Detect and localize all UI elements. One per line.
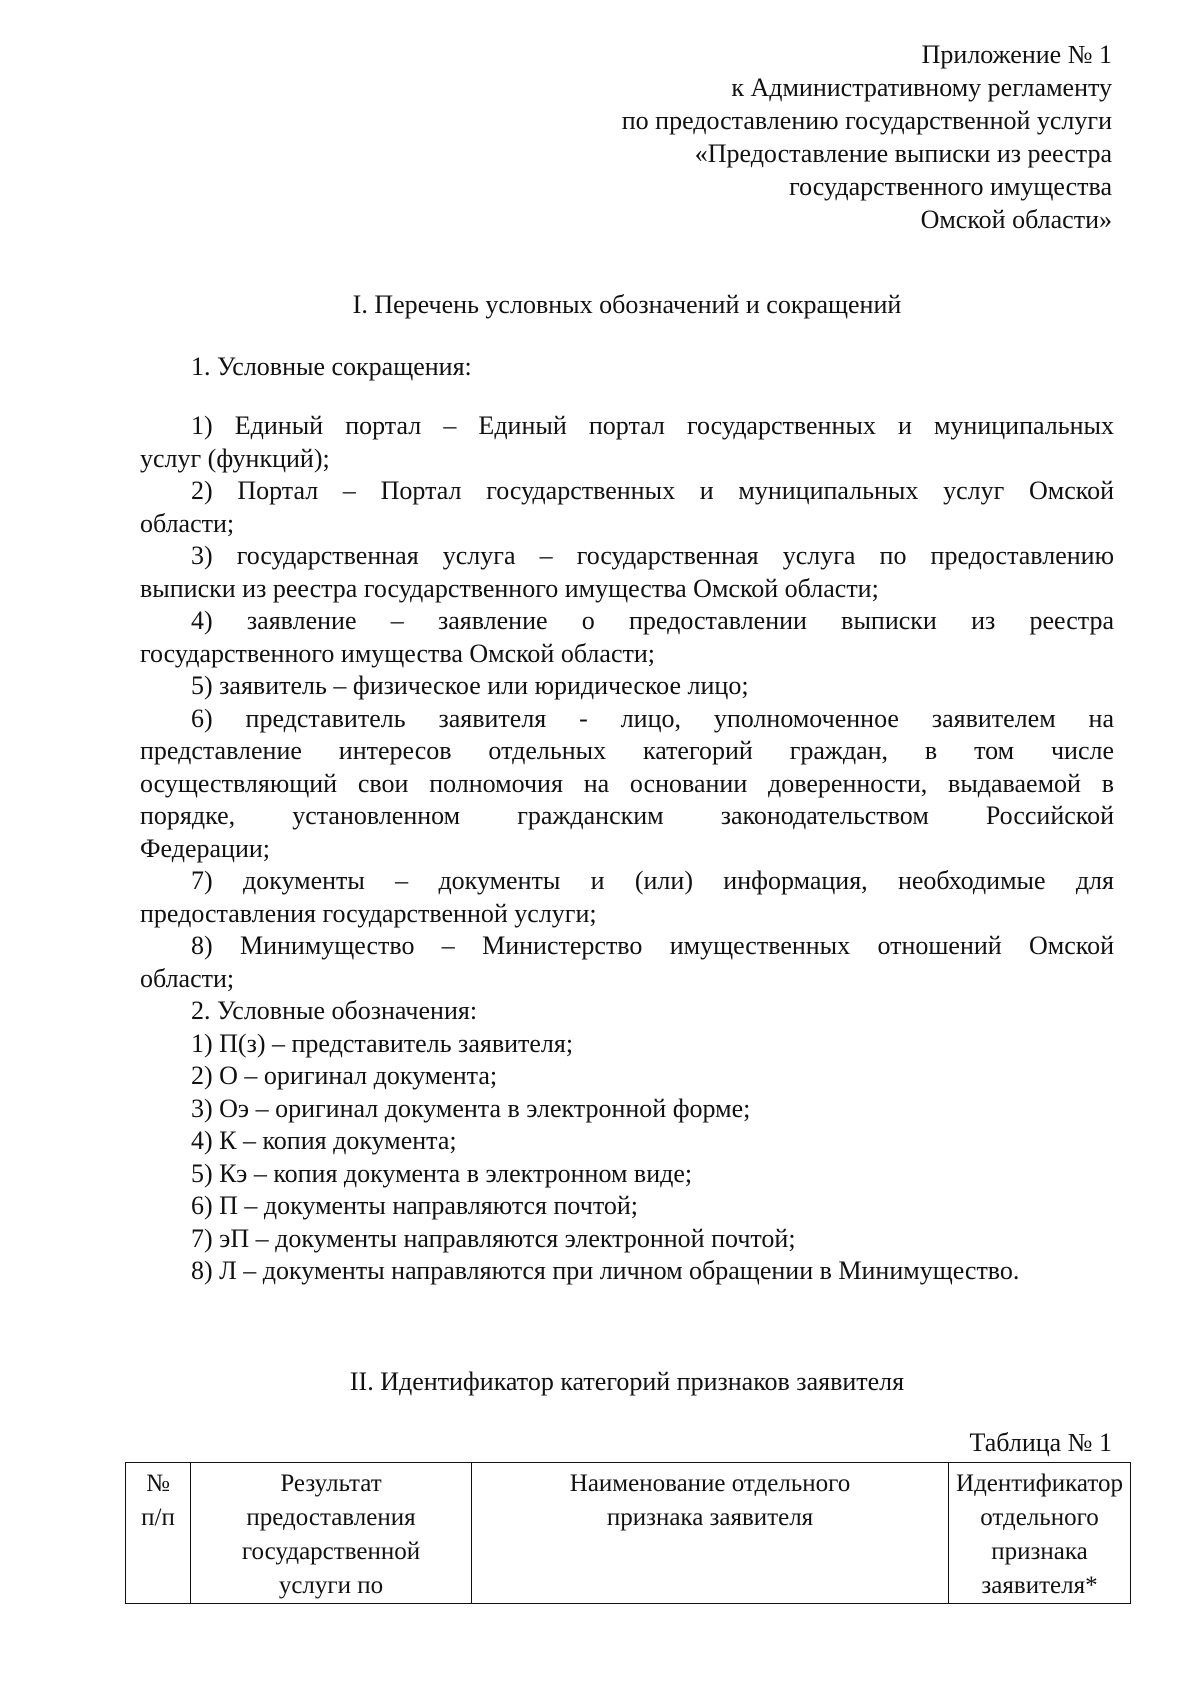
text-line: 3) государственная услуга – государственная услуга по предоставлению (191, 541, 1114, 570)
section-1-title: I. Перечень условных обозначений и сокращений (352, 290, 902, 319)
header-text: государственной (241, 1538, 421, 1565)
text-line: 5) Кэ – копия документа в электронном виде; (191, 1158, 693, 1188)
text-line: порядке, установленном гражданским законодательством Российской (140, 801, 1114, 830)
header-text: п/п (141, 1504, 175, 1531)
text-line: предоставления государственной услуги; (140, 898, 597, 928)
header-cell-result (191, 1463, 472, 1604)
text-line: области; (140, 508, 235, 538)
appendix-line: Приложение № 1 (921, 40, 1112, 69)
text-line: 8) Минимущество – Министерство имущественных отношений Омской (191, 931, 1114, 960)
section-1-subtitle: 1. Условные сокращения: (191, 352, 472, 381)
header-cell-number (126, 1463, 191, 1604)
section-2-title: II. Идентификатор категорий признаков заявителя (349, 1367, 905, 1396)
text-line: 2. Условные обозначения: (191, 996, 478, 1025)
text-line: осуществляющий свои полномочия на основании доверенности, выдаваемой в (140, 768, 1114, 798)
table-caption: Таблица № 1 (969, 1428, 1112, 1457)
text-line: 7) эП – документы направляются электронной почтой; (191, 1223, 796, 1253)
header-text: № (146, 1470, 170, 1497)
header-text: отдельного (980, 1504, 1099, 1531)
header-text: признака заявителя (606, 1504, 814, 1531)
appendix-line: Омской области» (920, 205, 1112, 234)
text-line: 7) документы – документы и (или) информация, необходимые для (191, 866, 1114, 895)
appendix-header (622, 38, 1112, 236)
header-text: заявителя* (981, 1572, 1098, 1599)
abbreviations-list (140, 410, 1114, 1288)
text-line: 2) Портал – Портал государственных и муниципальных услуг Омской (191, 476, 1114, 505)
header-text: Наименование отдельного (569, 1470, 851, 1497)
appendix-line: по предоставлению государственной услуги (621, 106, 1112, 135)
appendix-line: «Предоставление выписки из реестра (694, 139, 1112, 168)
appendix-line: к Административному регламенту (731, 73, 1112, 102)
text-line: 8) Л – документы направляются при личном обращении в Минимущество. (191, 1256, 1020, 1285)
header-cell-attribute-name (472, 1463, 949, 1604)
applicant-identifier-table (125, 1462, 1131, 1604)
text-line: 6) представитель заявителя - лицо, уполномоченное заявителем на (191, 703, 1114, 733)
table-header-row (126, 1463, 1131, 1604)
header-text: услуги по (278, 1572, 384, 1599)
header-cell-identifier (949, 1463, 1131, 1604)
text-line: 4) заявление – заявление о предоставлении выписки из реестра (191, 606, 1114, 635)
text-line: 4) К – копия документа; (191, 1126, 457, 1155)
text-line: 1) П(з) – представитель заявителя; (191, 1028, 574, 1058)
text-line: 1) Единый портал – Единый портал государственных и муниципальных (191, 411, 1114, 440)
text-line: представление интересов отдельных категорий граждан, в том числе (140, 736, 1114, 765)
text-line: услуг (функций); (140, 443, 330, 473)
text-line: 5) заявитель – физическое или юридическое лицо; (191, 671, 749, 700)
text-line: 6) П – документы направляются почтой; (191, 1191, 638, 1220)
text-line: государственного имущества Омской области; (140, 638, 655, 668)
text-line: Федерации; (140, 833, 271, 863)
header-text: Идентификатор (956, 1470, 1123, 1497)
text-line: области; (140, 963, 235, 993)
text-line: 3) Оэ – оригинал документа в электронной форме; (191, 1093, 751, 1123)
text-line: 2) О – оригинал документа; (191, 1061, 498, 1090)
header-text: Результат (280, 1470, 382, 1497)
header-text: признака (991, 1538, 1088, 1565)
appendix-line: государственного имущества (789, 172, 1112, 201)
text-line: выписки из реестра государственного имущества Омской области; (140, 573, 879, 603)
header-text: предоставления (246, 1504, 416, 1531)
